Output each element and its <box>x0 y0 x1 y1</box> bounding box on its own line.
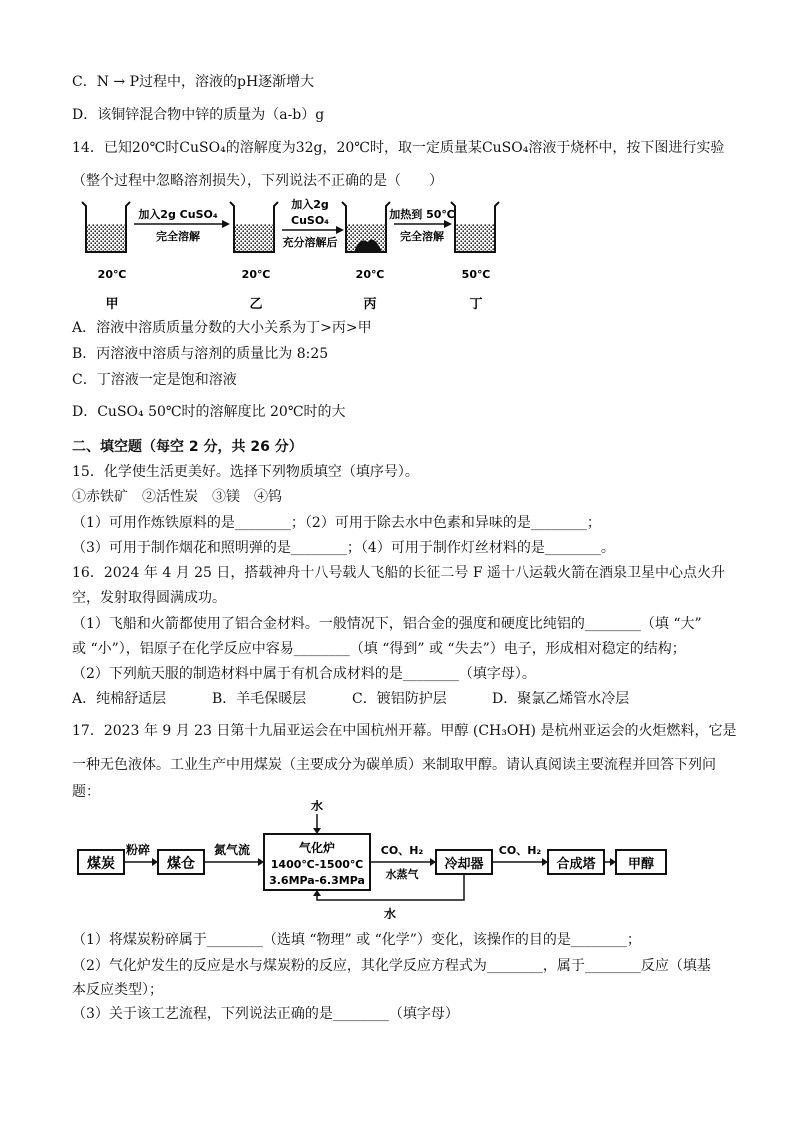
q13-option-d: D．该铜锌混合物中锌的质量为（a-b）g <box>72 107 325 123</box>
q14-stem-line2: （整个过程中忽略溶剂损失），下列说法不正确的是（ ） <box>72 173 443 189</box>
beaker-ding <box>451 202 499 252</box>
furnace-temperature: 1400℃-1500℃ <box>270 858 364 871</box>
q15-choices: ①赤铁矿 ②活性炭 ③镁 ④钨 <box>72 489 282 505</box>
q14-stem-line1: 14．已知20℃时CuSO₄的溶解度为32g，20℃时，取一定质量某CuSO₄溶液于烧杯中，按下图进行实验 <box>72 140 725 156</box>
q15-blank-line-1: （1）可用作炼铁原料的是________；（2）可用于除去水中色素和异味的是________； <box>72 515 601 531</box>
temp-yi: 20℃ <box>241 268 271 281</box>
q17-flow-diagram <box>72 800 672 926</box>
step2-bottom-label: 充分溶解后 <box>282 236 338 249</box>
methanol-label: 甲醇 <box>627 857 655 872</box>
nitrogen-label: 氮气流 <box>213 843 251 857</box>
q16-option-d: D．聚氯乙烯管水冷层 <box>492 691 630 707</box>
water-top-label: 水 <box>310 800 324 813</box>
name-bing: 丙 <box>363 297 377 312</box>
q14-option-d: D．CuSO₄ 50℃时的溶解度比 20℃时的大 <box>72 404 346 420</box>
q16-part2: （2）下列航天服的制造材料中属于有机合成材料的是________（填字母）。 <box>72 666 536 682</box>
q17-part2-line2: 本反应类型）； <box>72 982 163 998</box>
q16-part1-line1: （1）飞船和火箭都使用了铝合金材料。一般情况下，铝合金的强度和硬度比纯铝的________（填 “大” <box>72 616 702 632</box>
q17-stem-line3: 题： <box>72 784 100 800</box>
q17-part3: （3）关于该工艺流程，下列说法正确的是________（填字母） <box>72 1006 459 1022</box>
tower-label: 合成塔 <box>556 857 596 872</box>
q14-option-a: A．溶液中溶质质量分数的大小关系为丁>丙>甲 <box>72 320 372 336</box>
gas2-label: CO、H₂ <box>498 844 542 857</box>
q17-stem-line1: 17．2023 年 9 月 23 日第十九届亚运会在中国杭州开幕。甲醇 (CH₃OH) 是杭州亚运会的火炬燃料，它是 <box>72 723 737 739</box>
water-bottom-label: 水 <box>383 907 397 921</box>
gas1-label: CO、H₂ <box>380 844 424 857</box>
q14-option-c: C．丁溶液一定是饱和溶液 <box>72 372 237 388</box>
temp-jia: 20℃ <box>97 268 127 281</box>
q13-option-c: C．N → P过程中，溶液的pH逐渐增大 <box>72 74 315 90</box>
crush-label: 粉碎 <box>125 843 151 857</box>
step3-bottom-label: 完全溶解 <box>400 230 444 243</box>
furnace-label: 气化炉 <box>298 841 336 855</box>
q16-option-a: A．纯棉舒适层 <box>72 691 167 707</box>
q16-stem-line1: 16．2024 年 4 月 25 日，搭载神舟十八号载人飞船的长征二号 F 遥十八运载火箭在酒泉卫星中心点火升 <box>72 565 726 581</box>
cooler-label: 冷却器 <box>444 857 484 872</box>
q16-option-c: C．镀铝防护层 <box>352 691 447 707</box>
coal-label: 煤炭 <box>87 856 115 872</box>
q17-part1: （1）将煤炭粉碎属于________（选填 “物理” 或 “化学”）变化，该操作的目的是________； <box>72 932 641 948</box>
q17-part2-line1: （2）气化炉发生的反应是水与煤炭粉的反应，其化学反应方程式为________，属于________反应（填基 <box>72 958 711 974</box>
step3-top-label: 加热到 50℃ <box>389 208 455 221</box>
step2-top-label-2: CuSO₄ <box>291 214 329 227</box>
beaker-jia <box>82 202 130 252</box>
temp-bing: 20℃ <box>355 268 385 281</box>
q16-option-b: B．羊毛保暖层 <box>212 691 307 707</box>
q14-beaker-diagram <box>72 196 512 312</box>
q16-stem-line2: 空，发射取得圆满成功。 <box>72 590 226 606</box>
step2-top-label-1: 加入2g <box>291 198 329 211</box>
name-yi: 乙 <box>249 297 263 312</box>
q17-stem-line2: 一种无色液体。工业生产中用煤炭（主要成分为碳单质）来制取甲醇。请认真阅读主要流程并回答下列问 <box>72 757 716 773</box>
q15-blank-line-2: （3）可用于制作烟花和照明弹的是________；（4）可用于制作灯丝材料的是________。 <box>72 540 615 556</box>
furnace-pressure: 3.6MPa-6.3MPa <box>269 874 365 887</box>
beaker-bing <box>342 202 390 252</box>
section-2-title: 二、填空题（每空 2 分，共 26 分） <box>72 439 303 455</box>
beaker-yi <box>230 202 278 252</box>
step1-bottom-label: 完全溶解 <box>156 230 200 243</box>
name-ding: 丁 <box>469 297 483 312</box>
temp-ding: 50℃ <box>461 268 491 281</box>
q15-stem: 15．化学使生活更美好。选择下列物质填空（填序号）。 <box>72 464 419 480</box>
q14-option-b: B．丙溶液中溶质与溶剂的质量比为 8:25 <box>72 346 329 362</box>
steam-label: 水蒸气 <box>385 868 419 881</box>
q16-part1-line2: 或 “小”），铝原子在化学反应中容易________（填 “得到” 或 “失去”）电子，形成相对稳定的结构； <box>72 641 686 657</box>
name-jia: 甲 <box>105 297 119 312</box>
bin-label: 煤仓 <box>167 856 195 872</box>
step1-top-label: 加入2g CuSO₄ <box>138 208 218 221</box>
